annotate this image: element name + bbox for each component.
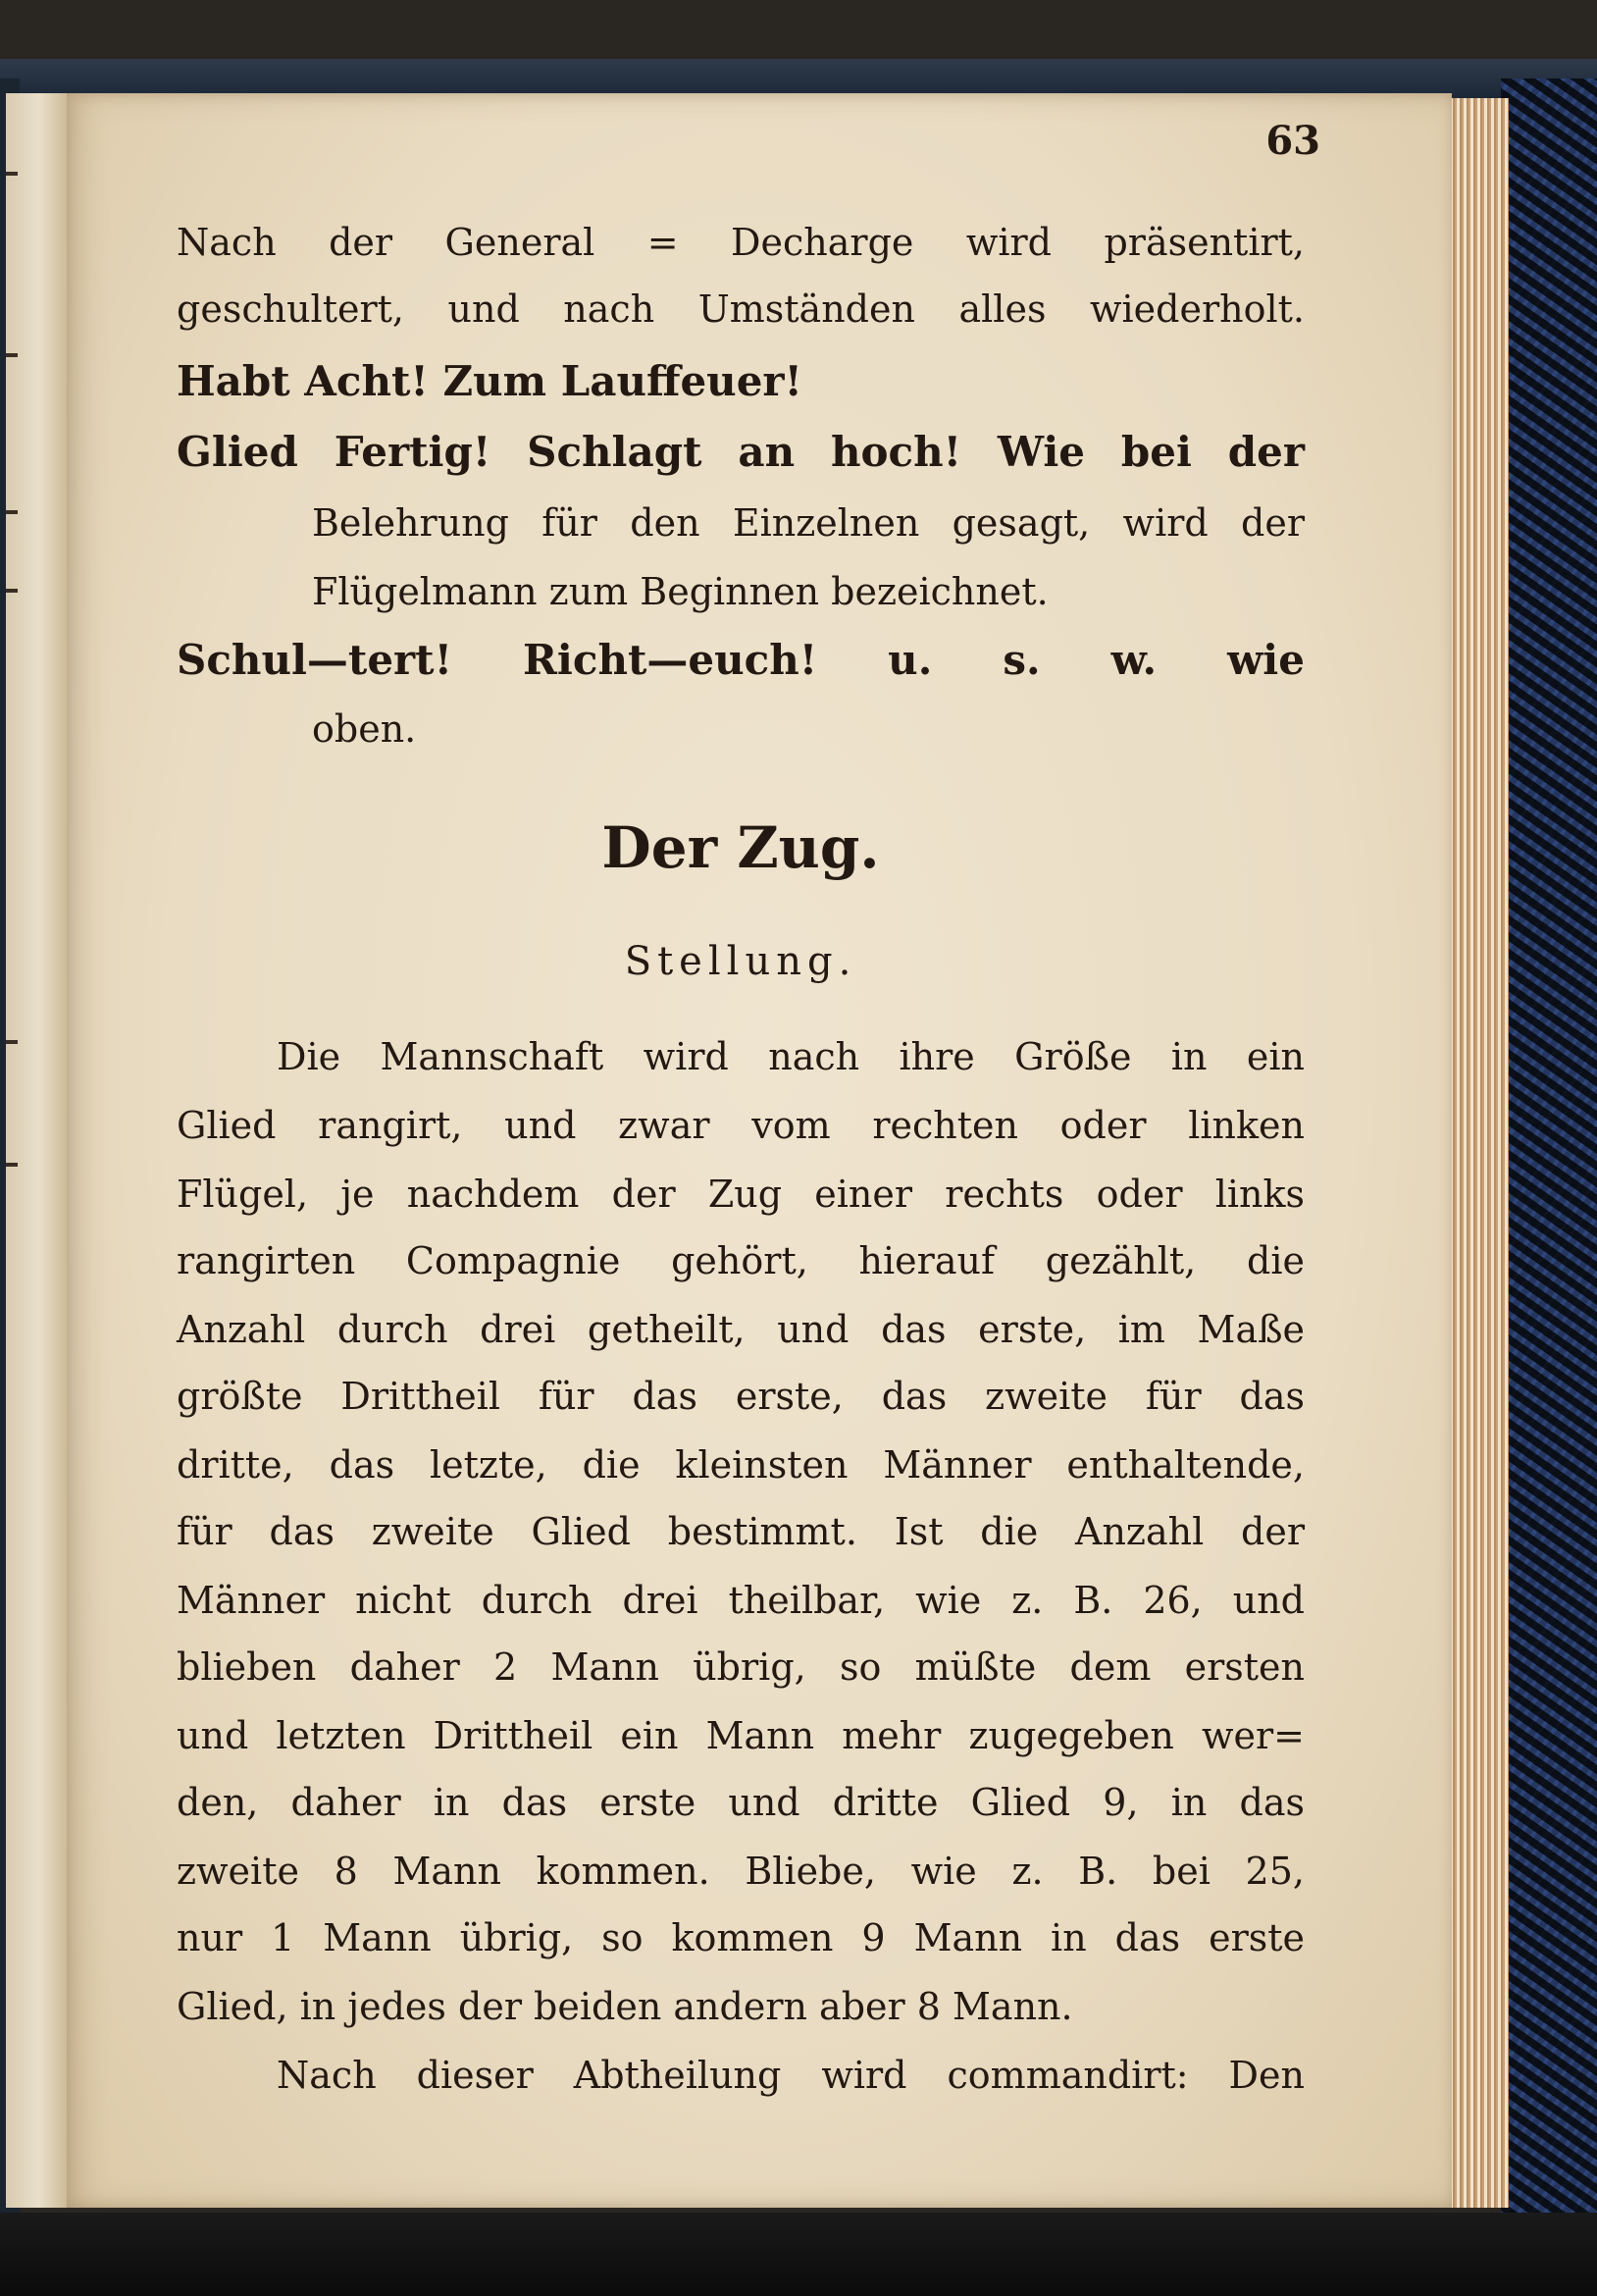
text-line: oben. — [312, 707, 417, 751]
left-page-mark — [6, 1040, 18, 1044]
paragraph-line: Glied rangirt, und zwar vom rechten oder linken — [177, 1104, 1305, 1147]
paragraph-line: Glied, in jedes der beiden andern aber 8 Mann. — [177, 1985, 1073, 2028]
text-line: geschultert, und nach Umständen alles wiederholt. — [177, 287, 1305, 331]
section-heading: Der Zug. — [601, 814, 880, 881]
page-number: 63 — [1265, 118, 1320, 164]
left-page-edge — [6, 93, 67, 2208]
paragraph-line: für das zweite Glied bestimmt. Ist die Anzahl der — [177, 1510, 1305, 1553]
command-line: Schul—tert! Richt—euch! u. s. w. wie — [177, 636, 1305, 684]
paragraph-line: Anzahl durch drei getheilt, und das erste, im Maße — [177, 1308, 1305, 1351]
paragraph-line: Flügel, je nachdem der Zug einer rechts oder links — [177, 1173, 1305, 1216]
left-page-mark — [6, 353, 18, 357]
paragraph-line: Nach dieser Abtheilung wird commandirt: Den — [277, 2054, 1305, 2097]
text-line: Nach der General = Decharge wird präsentirt, — [177, 221, 1305, 264]
paragraph-line: Die Mannschaft wird nach ihre Größe in ein — [277, 1035, 1305, 1078]
book-cover-bottom — [0, 2213, 1597, 2296]
left-page-mark — [6, 172, 18, 176]
paragraph-line: dritte, das letzte, die kleinsten Männer enthaltende, — [177, 1443, 1305, 1487]
paragraph-line: rangirten Compagnie gehört, hierauf gezählt, die — [177, 1239, 1305, 1282]
paragraph-line: den, daher in das erste und dritte Glied 9, in das — [177, 1781, 1305, 1824]
text-line: Belehrung für den Einzelnen gesagt, wird der — [312, 501, 1305, 545]
page-block-edges — [1448, 98, 1509, 2208]
command-line: Glied Fertig! Schlagt an hoch! Wie bei der — [177, 428, 1305, 476]
paragraph-line: zweite 8 Mann kommen. Bliebe, wie z. B. bei 25, — [177, 1850, 1305, 1893]
left-page-mark — [6, 589, 18, 593]
paragraph-line: und letzten Drittheil ein Mann mehr zugegeben wer= — [177, 1714, 1305, 1757]
paragraph-line: nur 1 Mann übrig, so kommen 9 Mann in das erste — [177, 1916, 1305, 1959]
paragraph-line: Männer nicht durch drei theilbar, wie z. B. 26, und — [177, 1579, 1305, 1622]
book-cover-right — [1501, 78, 1597, 2218]
section-subheading: Stellung. — [624, 939, 857, 984]
paragraph-line: blieben daher 2 Mann übrig, so müßte dem ersten — [177, 1645, 1305, 1689]
text-line: Flügelmann zum Beginnen bezeichnet. — [312, 570, 1049, 613]
command-line: Habt Acht! Zum Lauffeuer! — [177, 357, 802, 405]
paragraph-line: größte Drittheil für das erste, das zweite für das — [177, 1375, 1305, 1418]
left-page-mark — [6, 510, 18, 514]
left-page-mark — [6, 1163, 18, 1167]
